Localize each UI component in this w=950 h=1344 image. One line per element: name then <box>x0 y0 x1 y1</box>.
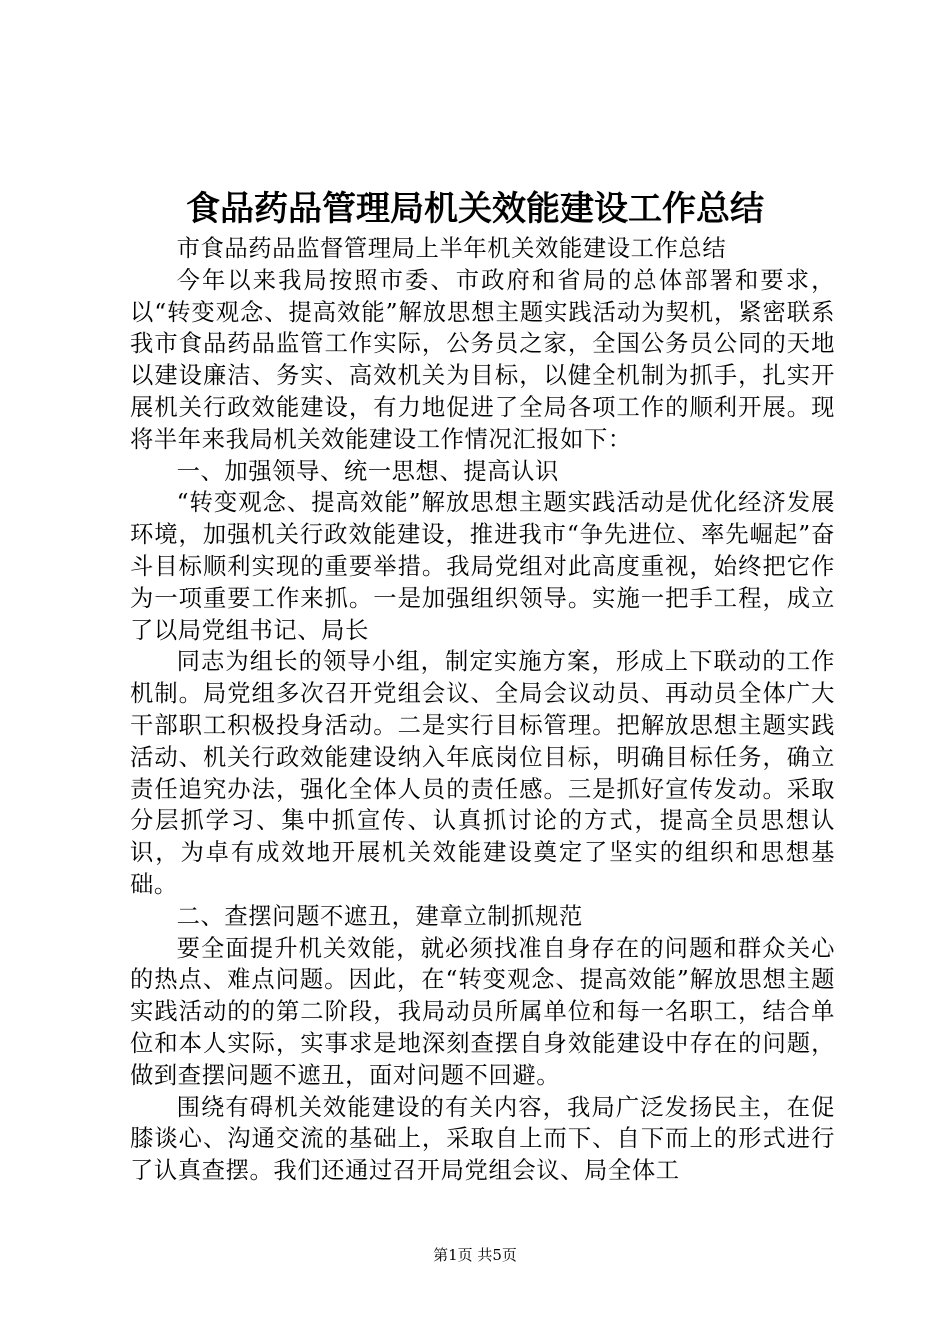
section-heading-1: 一、加强领导、统一思想、提高认识 <box>176 457 559 485</box>
paragraph-subtitle: 市食品药品监督管理局上半年机关效能建设工作总结 <box>176 235 727 262</box>
paragraph: “转变观念、提高效能”解放思想主题实践活动是优化经济发展环境，加强机关行政效能建设，推进我市“争先进位、率先崛起”奋斗目标顺利实现的重要举措。我局党组对此高度重视，始终把它作为一项重要工作来抓。一是加强组织领导。实施一把手工程，成立了以局党组书记、局长 <box>130 489 835 644</box>
paragraph-intro: 今年以来我局按照市委、市政府和省局的总体部署和要求，以“转变观念、提高效能”解放思想主题实践活动为契机，紧密联系我市食品药品监管工作实际，公务员之家，全国公务员公同的天地以建设廉洁、务实、高效机关为目标，以健全机制为抓手，扎实开展机关行政效能建设，有力地促进了全局各项工作的顺利开展。现将半年来我局机关效能建设工作情况汇报如下： <box>130 266 835 453</box>
document-title: 食品药品管理局机关效能建设工作总结 <box>186 189 764 229</box>
paragraph: 要全面提升机关效能，就必须找准自身存在的问题和群众关心的热点、难点问题。因此，在“转变观念、提高效能”解放思想主题实践活动的的第二阶段，我局动员所属单位和每一名职工，结合单位和本人实际，实事求是地深刻查摆自身效能建设中存在的问题，做到查摆问题不遮丑，面对问题不回避。 <box>130 934 835 1089</box>
page-footer: 第1页 共5页 <box>433 1246 517 1264</box>
paragraph: 同志为组长的领导小组，制定实施方案，形成上下联动的工作机制。局党组多次召开党组会议、全局会议动员、再动员全体广大干部职工积极投身活动。二是实行目标管理。把解放思想主题实践活动、机关行政效能建设纳入年底岗位目标，明确目标任务，确立责任追究办法，强化全体人员的责任感。三是抓好宣传发动。采取分层抓学习、集中抓宣传、认真抓讨论的方式，提高全员思想认识，为卓有成效地开展机关效能建设奠定了坚实的组织和思想基础。 <box>130 648 835 898</box>
section-heading-2: 二、查摆问题不遮丑，建章立制抓规范 <box>176 902 583 930</box>
paragraph: 围绕有碍机关效能建设的有关内容，我局广泛发扬民主，在促膝谈心、沟通交流的基础上，采取自上而下、自下而上的形式进行了认真查摆。我们还通过召开局党组会议、局全体工 <box>130 1093 835 1185</box>
document-body <box>130 233 835 1187</box>
